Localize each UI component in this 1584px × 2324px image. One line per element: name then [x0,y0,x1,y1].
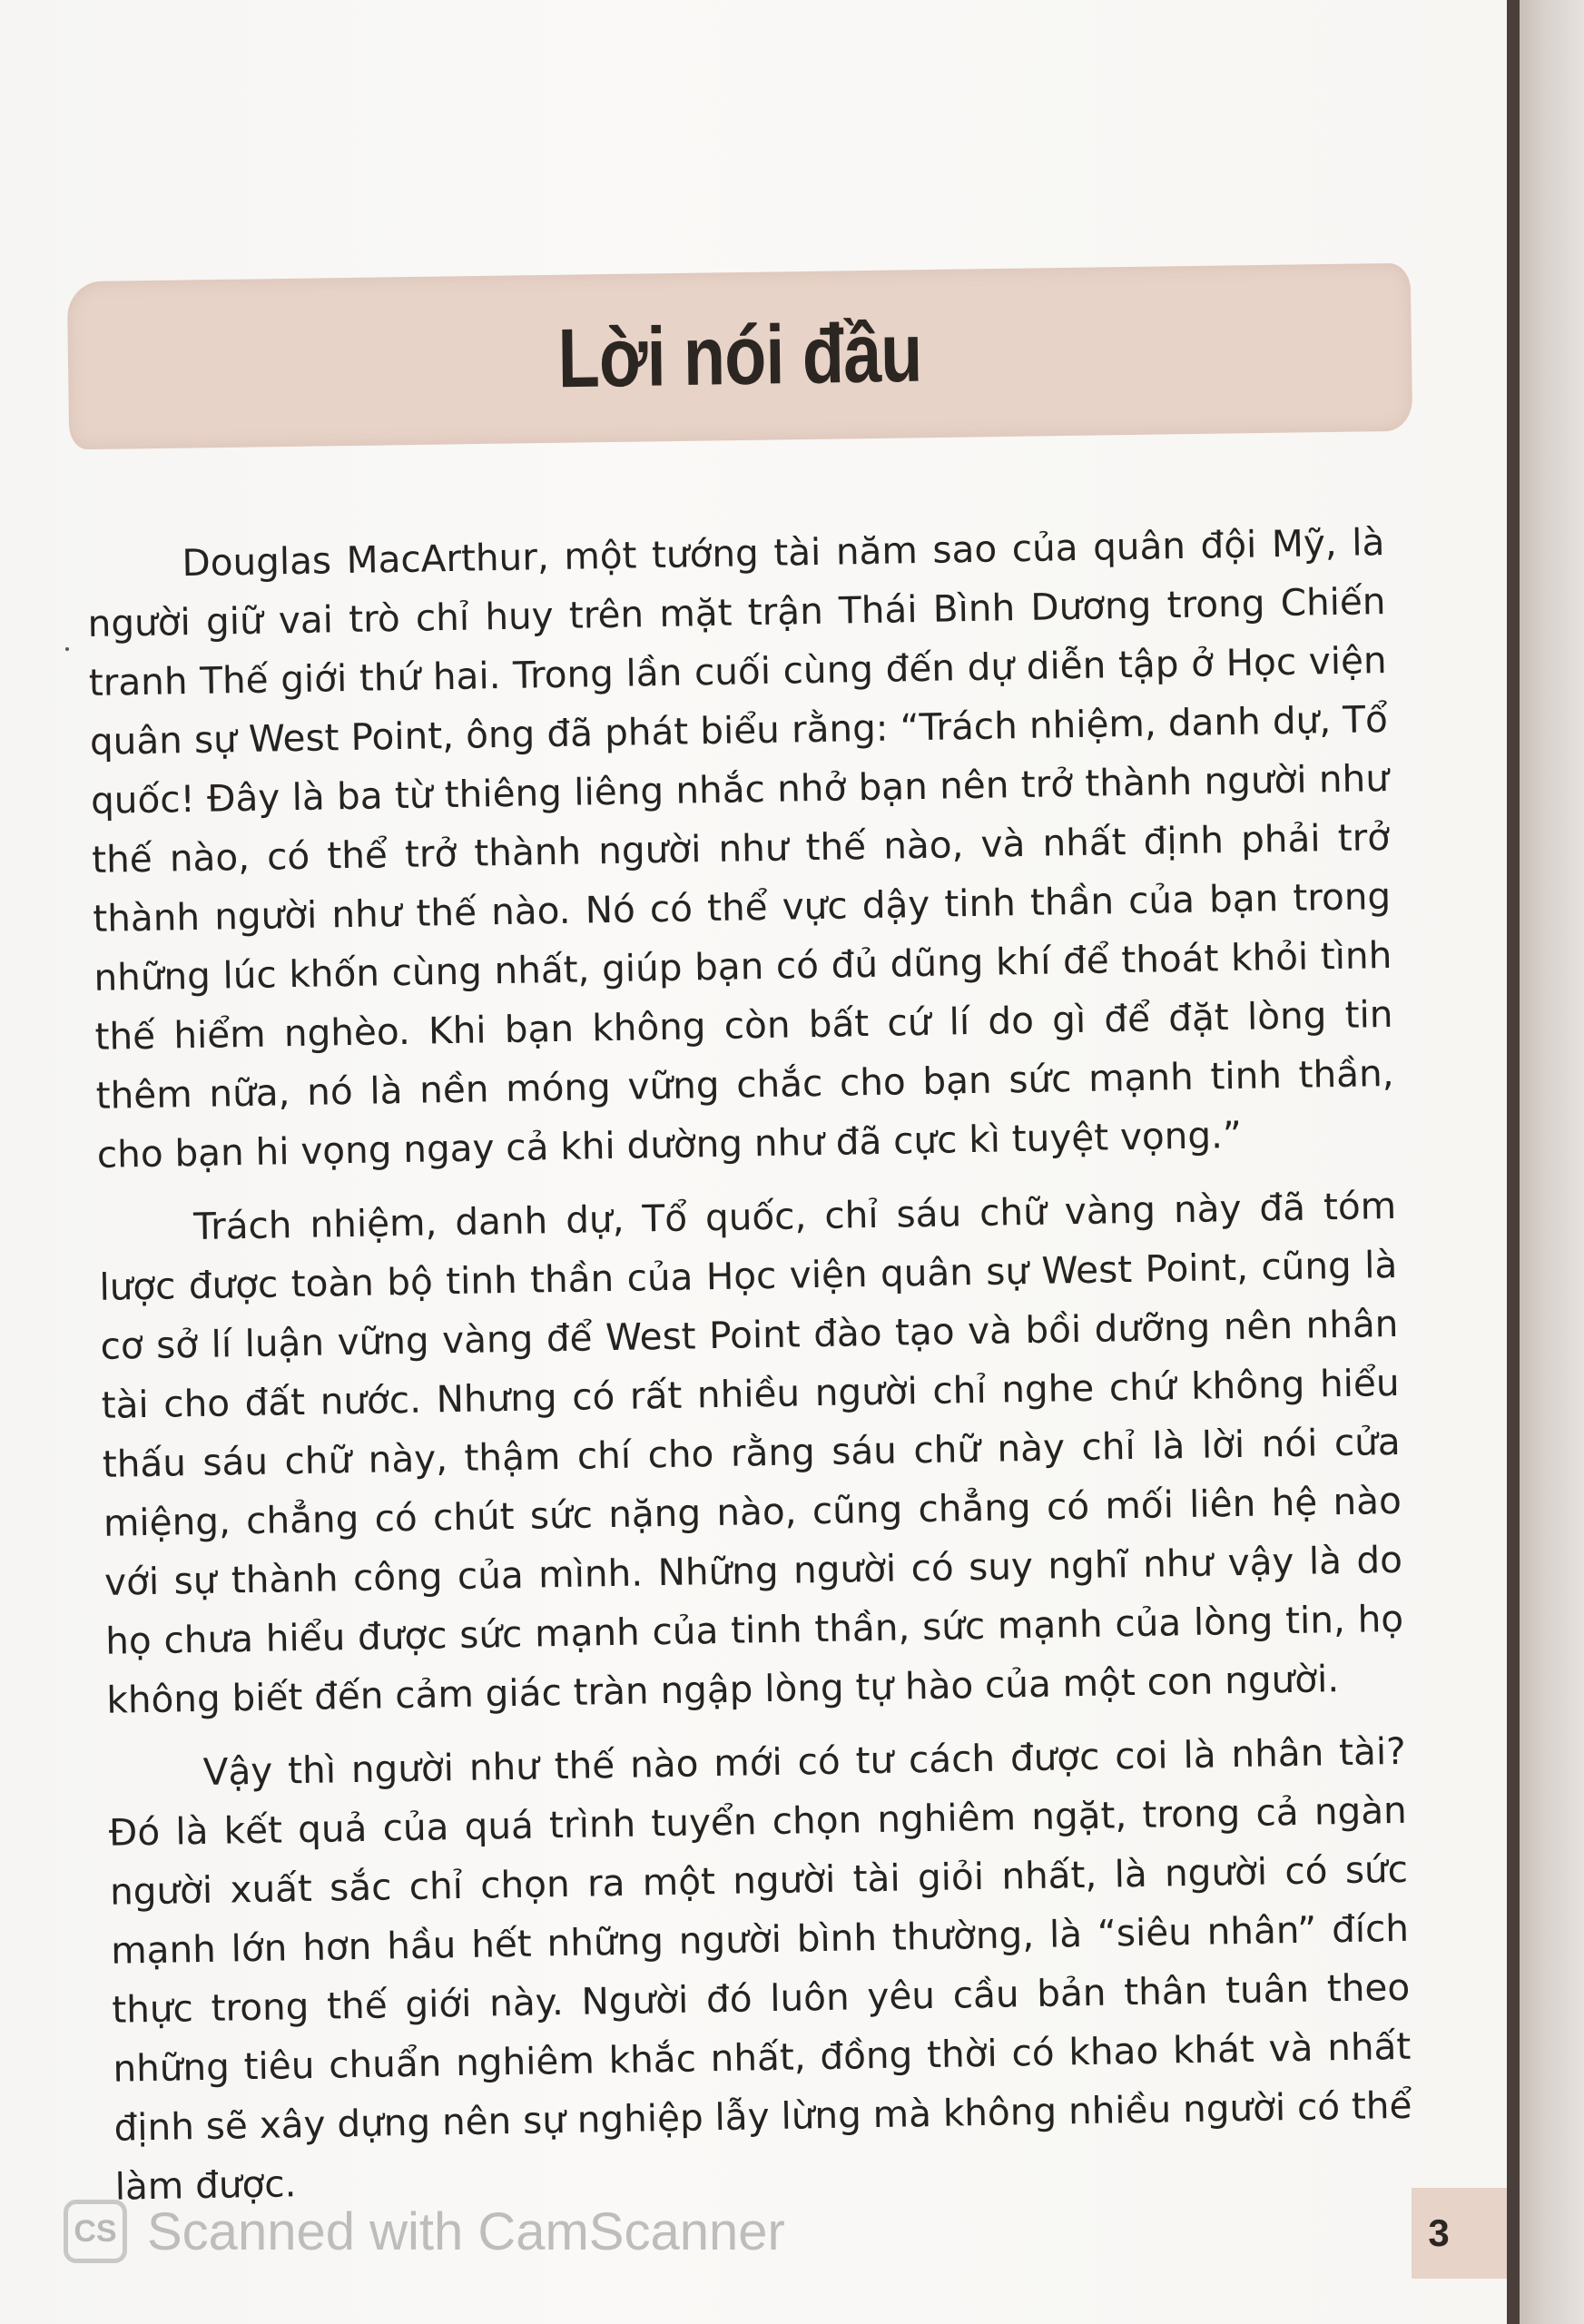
margin-dot [65,647,69,651]
paragraph-3: Vậy thì người như thế nào mới có tư cách được coi là nhân tài? Đó là kết quả của quá trình tuyển chọn nghiêm ngặt, trong cả ngàn người xuất sắc chỉ chọn ra một người tài giỏi nhất, là người có sức mạnh lớn hơn hầu hết những người bình thường, là “siêu nhân” đích thực trong thế giới này. Người đó luôn yêu cầu bản thân tuân theo những tiêu chuẩn nghiêm khắc nhất, đồng thời có khao khát và nhất định sẽ xây dựng nên sự nghiệp lẫy lừng mà không nhiều người có thể làm được. [108,1728,1412,2209]
book-spine [1507,0,1520,2324]
page-number: 3 [1428,2211,1450,2254]
next-page-edge [1520,0,1584,2324]
paragraph-1: Douglas MacArthur, một tướng tài năm sao của quân đội Mỹ, là người giữ vai trò chỉ huy trên mặt trận Thái Bình Dương trong Chiến tranh Thế giới thứ hai. Trong lần cuối cùng đến dự diễn tập ở Học viện quân sự West Point, ông đã phát biểu rằng: “Trách nhiệm, danh dự, Tổ quốc! Đây là ba từ thiêng liêng nhắc nhở bạn nên trở thành người như thế nào, có thể trở thành người như thế nào, và nhất định phải trở thành người như thế nào. Nó có thể vực dậy tinh thần của bạn trong những lúc khốn cùng nhất, giúp bạn có đủ dũng khí để thoát khỏi tình thế hiểm nghèo. Khi bạn không còn bất cứ lí do gì để đặt lòng tin thêm nữa, nó là nền móng vững chắc cho bạn sức mạnh tinh thần, cho bạn hi vọng ngay cả khi dường như đã cực kì tuyệt vọng.” [87,520,1394,1177]
camscanner-logo-icon: CS [64,2200,127,2263]
paragraph-2: Trách nhiệm, danh dự, Tổ quốc, chỉ sáu chữ vàng này đã tóm lược được toàn bộ tinh thần của Học viện quân sự West Point, cũng là cơ sở lí luận vững vàng để West Point đào tạo và bồi dưỡng nên nhân tài cho đất nước. Nhưng có rất nhiều người chỉ nghe chứ không hiểu thấu sáu chữ này, thậm chí cho rằng sáu chữ này chỉ là lời nói cửa miệng, chẳng có chút sức nặng nào, cũng chẳng có mối liên hệ nào với sự thành công của mình. Những người có suy nghĩ như vậy là do họ chưa hiểu được sức mạnh của tinh thần, sức mạnh của lòng tin, họ không biết đến cảm giác tràn ngập lòng tự hào của một con người. [99,1183,1404,1722]
watermark-text: Scanned with CamScanner [147,2201,785,2261]
page-title: Lời nói đầu [557,306,922,406]
body-text [86,513,1413,2231]
camscanner-watermark [64,2195,785,2268]
